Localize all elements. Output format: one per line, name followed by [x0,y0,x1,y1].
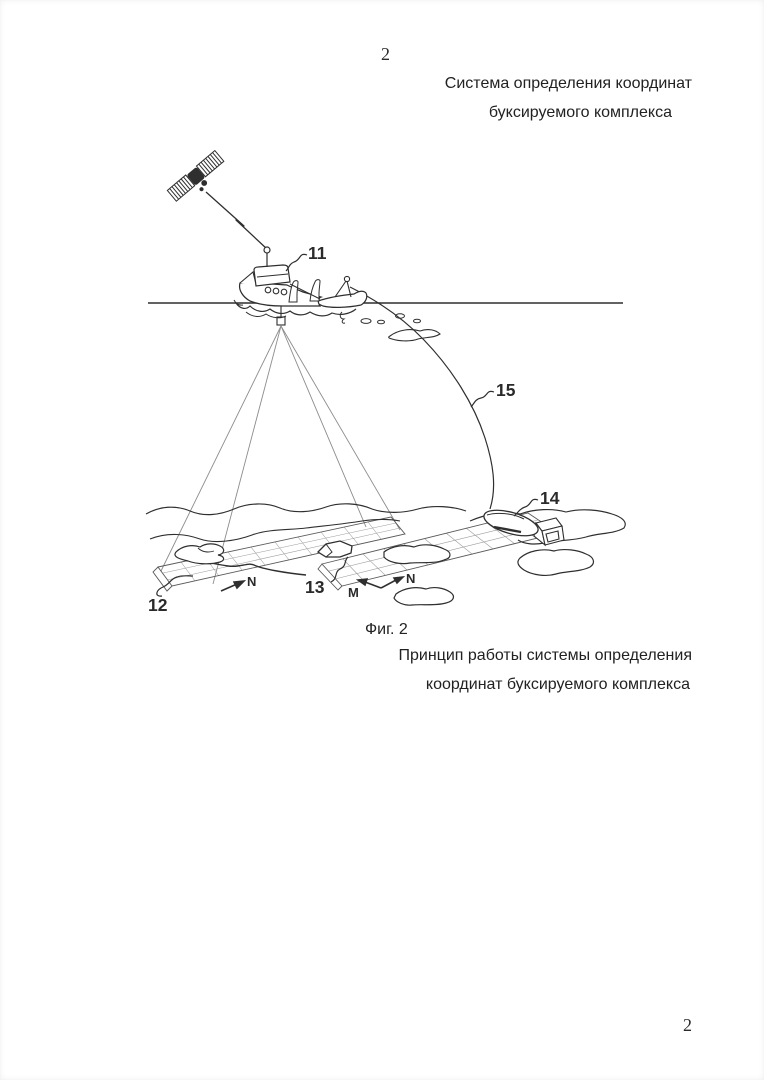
figure-caption-line2: координат буксируемого комплекса [425,676,690,693]
label-15-tow-cable: 15 [496,380,516,400]
figure-caption: Фиг. 2 [365,621,408,638]
seabed-rocks [175,541,594,605]
gps-antenna-icon [264,247,270,253]
label-13-towed-swath: 13 [305,577,325,597]
towed-body [481,505,564,545]
label-12-ship-swath: 12 [148,595,168,615]
figure-title-line2: буксируемого комплекса [488,104,672,121]
satellite-icon [167,151,229,208]
ship-bow [240,272,256,284]
marker-m-swath13: M [348,585,359,600]
towed-body-tail-frame [534,518,564,545]
label-14-towed-body: 14 [540,488,560,508]
header-page-number: 2 [381,44,390,64]
sonar-beams [161,326,400,584]
tow-cable [350,287,494,509]
figure-caption-line1: Принцип работы системы определения [398,647,692,664]
figure-title-line1: Система определения координат [444,75,692,92]
ship-aft-deck [317,291,367,307]
label-11-ship: 11 [308,243,327,263]
marker-n-swath13: N [406,571,416,586]
footer-page-number: 2 [683,1015,692,1035]
marker-n-swath12: N [247,574,257,589]
satellite-signal-bolt-icon [206,192,267,249]
